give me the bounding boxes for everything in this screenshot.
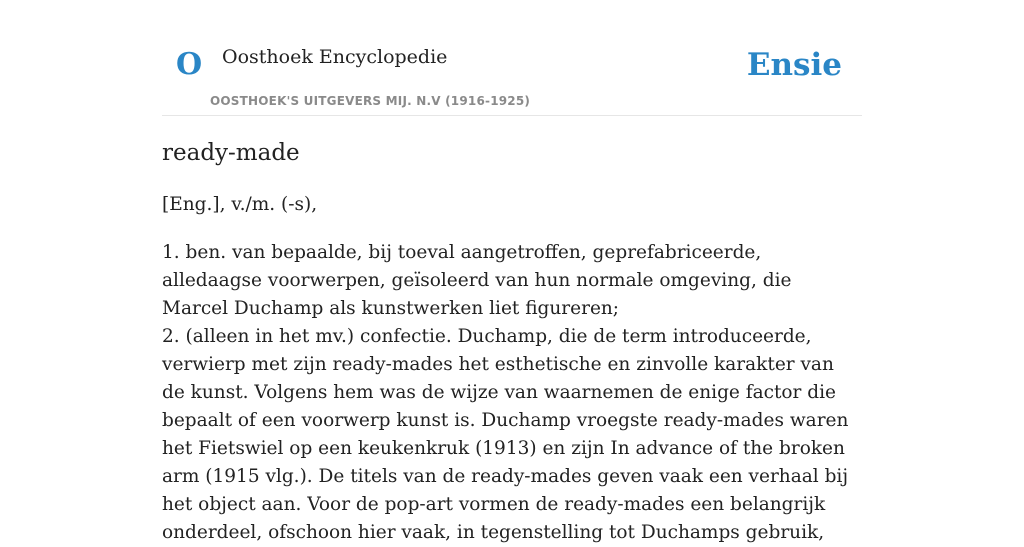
page-container bbox=[162, 0, 862, 543]
entry-term: ready-made bbox=[162, 140, 300, 166]
entry-definition bbox=[162, 239, 862, 547]
ensie-logo-link[interactable]: Ensie bbox=[746, 47, 842, 83]
source-title-link[interactable]: Oosthoek Encyclopedie bbox=[222, 46, 448, 68]
entry-grammar: [Eng.], v./m. (-s), bbox=[162, 194, 318, 215]
publisher-label: OOSTHOEK'S UITGEVERS MIJ. N.V (1916-1925) bbox=[210, 94, 531, 108]
definition-item-1: 1. ben. van bepaalde, bij toeval aangetroffen, geprefabriceerde, alledaagse voorwerpen, geïsoleerd van hun normale omgeving, die Marcel Duchamp als kunstwerken liet figureren; bbox=[162, 242, 792, 319]
definition-item-2: 2. (alleen in het mv.) confectie. Duchamp, die de term introduceerde, verwierp met zijn ready-mades het esthetische en zinvolle karakter van de kunst. Volgens hem was de wijze van waarnemen de enige factor die bepaalt of een voorwerp kunst is. Duchamp vroegste ready-mades waren het Fietswiel op een keukenkruk (1913) en zijn In advance of the broken arm (1915 vlg.). De titels van de ready-mades geven vaak een verhaal bij het object aan. Voor de pop-art vormen de ready-mades een belangrijk onderdeel, ofschoon hier vaak, in tegenstelling tot Duchamps gebruik, bbox=[162, 326, 849, 543]
source-logo-icon[interactable]: O bbox=[176, 47, 203, 82]
source-header bbox=[162, 0, 862, 116]
